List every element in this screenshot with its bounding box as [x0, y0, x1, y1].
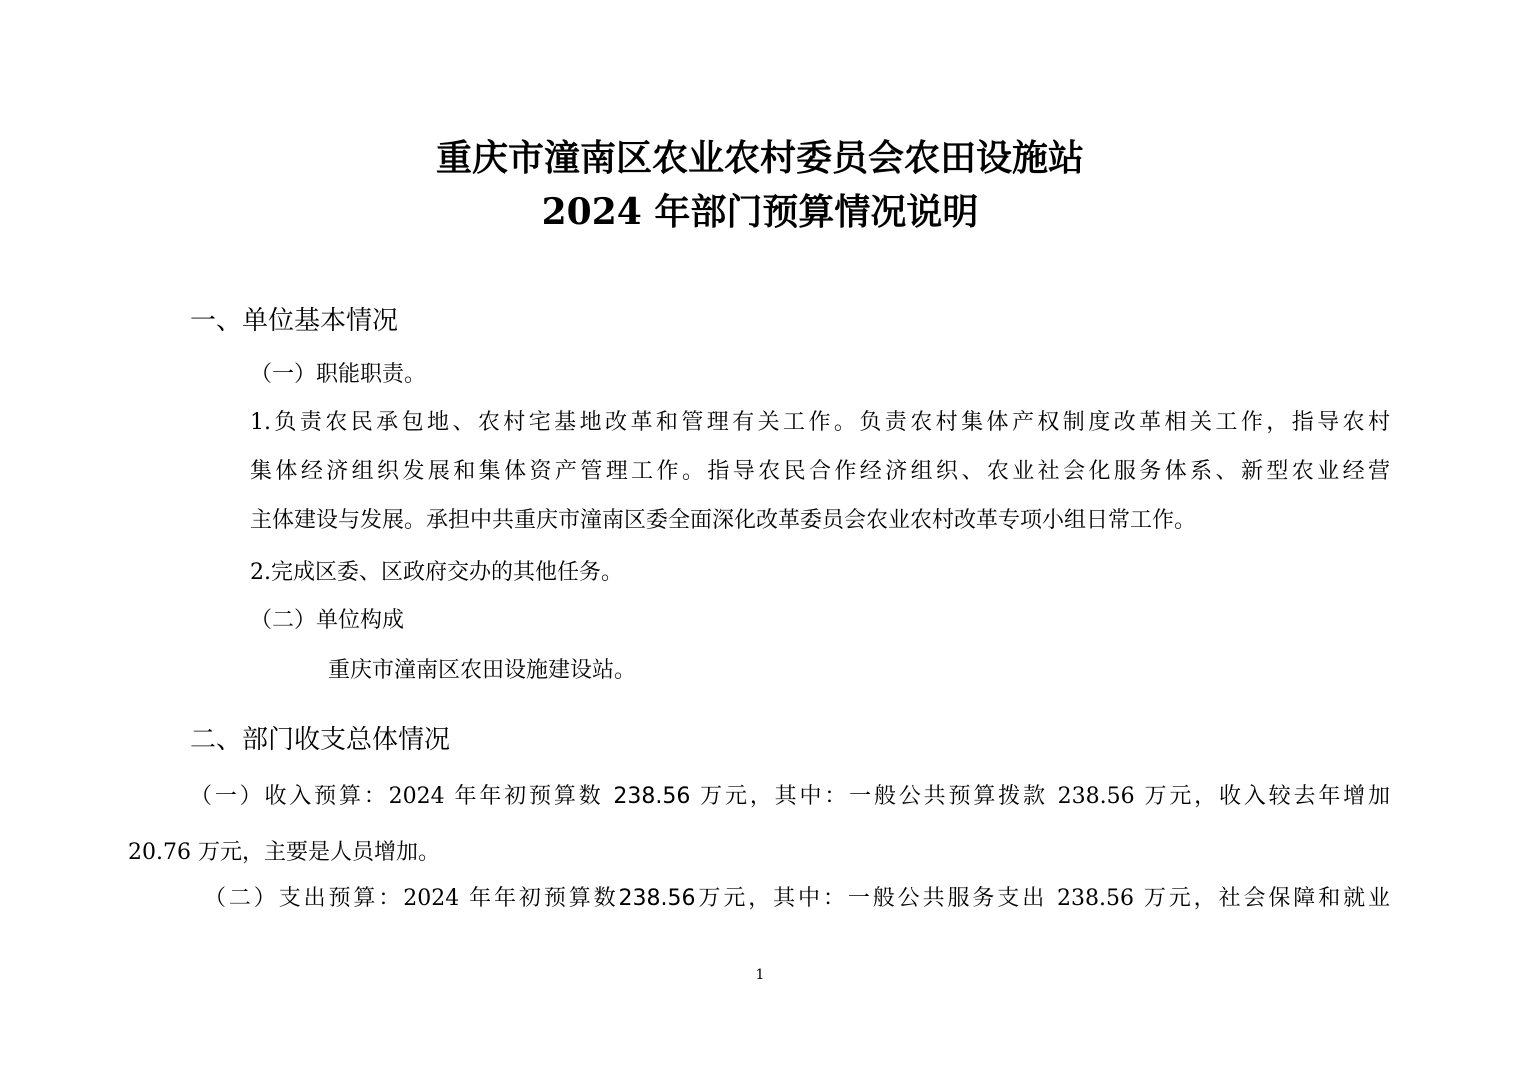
- section-1-sub-2: （二）单位构成: [250, 608, 405, 633]
- document-title-line-2: 2024 年部门预算情况说明: [541, 191, 979, 233]
- income-text-1: （一）收入预算：2024 年年初预算数: [190, 784, 614, 809]
- document-title-line-1: 重庆市潼南区农业农村委员会农田设施站: [435, 137, 1084, 179]
- expense-text-1: （二）支出预算：2024 年年初预算数: [204, 886, 619, 911]
- expense-text-2: 万元，其中：一般公共服务支出 238.56 万元，社会保障和就业: [695, 886, 1391, 911]
- income-budget-line-1: [190, 784, 1390, 810]
- item-2: 2.完成区委、区政府交办的其他任务。: [250, 560, 623, 585]
- expense-amount: 238.56: [618, 886, 696, 911]
- unit-name: 重庆市潼南区农田设施建设站。: [328, 658, 637, 683]
- section-2-heading: 二、部门收支总体情况: [190, 725, 451, 755]
- item-1-line-3: 主体建设与发展。承担中共重庆市潼南区委全面深化改革委员会农业农村改革专项小组日常工作。: [250, 508, 1197, 533]
- income-amount: 238.56: [613, 784, 691, 809]
- item-1-line-2: 集体经济组织发展和集体资产管理工作。指导农民合作经济组织、农业社会化服务体系、新型农业经营: [250, 459, 1390, 484]
- page-number: 1: [755, 967, 765, 983]
- section-1-heading: 一、单位基本情况: [190, 306, 399, 336]
- expense-budget-line-1: [204, 886, 1390, 912]
- section-1-sub-1: （一）职能职责。: [250, 362, 427, 387]
- income-budget-line-2: 20.76 万元，主要是人员增加。: [128, 840, 440, 865]
- item-1-line-1: 1.负责农民承包地、农村宅基地改革和管理有关工作。负责农村集体产权制度改革相关工作，指导农村: [250, 410, 1390, 435]
- income-text-2: 万元，其中：一般公共预算拨款 238.56 万元，收入较去年增加: [690, 784, 1390, 809]
